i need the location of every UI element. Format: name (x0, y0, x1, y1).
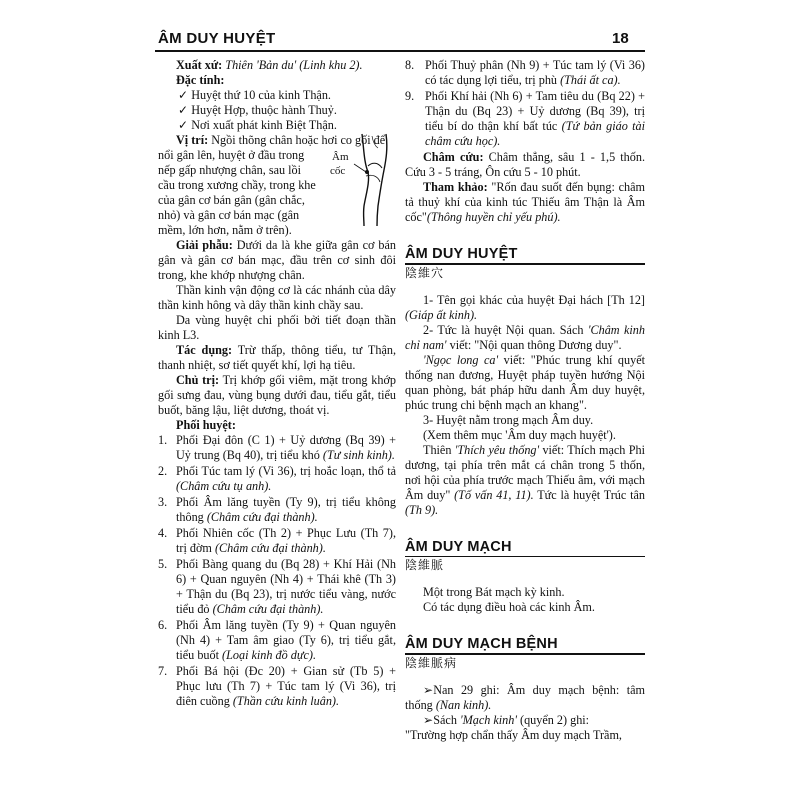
section-rule (405, 556, 645, 558)
list-item: 3. Phối Âm lăng tuyền (Ty 9), trị tiểu không thông (Châm cứu đại thành). (158, 495, 396, 524)
cham-cuu: Châm cứu: Châm thẳng, sâu 1 - 1,5 thốn. Cứu 3 - 5 tráng, Ôn cứu 5 - 10 phút. (405, 150, 646, 179)
list-item: 5. Phối Bàng quang du (Bq 28) + Khí Hải (Nh 6) + Quan nguyên (Nh 4) + Thái khê (Th 3) + Thận du (Bq 23), trị nước tiểu vàng, nước tiểu đỏ (Châm cứu đại thành). (158, 557, 396, 616)
list-item: 4. Phối Nhiên cốc (Th 2) + Phục Lưu (Th 7), trị đờm (Châm cứu đại thành). (158, 526, 396, 555)
paragraph: (Xem thêm mục 'Âm duy mạch huyệt'). (423, 427, 616, 442)
section-rule (405, 653, 645, 655)
chu-tri: Chủ trị: Trị khớp gối viêm, mặt trong khớp gối sưng đau, vùng bụng dưới đau, tiểu gắt, tiểu buốt, băng lậu, liệt dương, thoát vị. (158, 373, 397, 417)
left-column (158, 50, 396, 710)
check-icon: ✓ (178, 118, 189, 132)
check-icon: ✓ (178, 103, 189, 117)
section-title: ÂM DUY HUYỆT (405, 246, 518, 262)
dac-tinh-label: Đặc tính: (176, 73, 225, 87)
paragraph: "Trường hợp chẩn thấy Âm duy mạch Trầm, (405, 727, 622, 742)
paragraph: 2- Tức là huyệt Nội quan. Sách 'Châm kinh chỉ nam' viết: "Nội quan thông Dương duy". (405, 322, 645, 352)
han-characters: 陰維穴 (405, 265, 445, 280)
running-header-title: ÂM DUY HUYỆT (158, 30, 276, 47)
dac-tinh-item: ✓ Huyệt thứ 10 của kinh Thận. (178, 88, 331, 102)
vi-tri: Vị trí: Ngồi thõng chân hoặc hơi co gối để (176, 133, 386, 147)
list-item: 2. Phối Túc tam lý (Vi 36), trị hoắc loạn, thổ tả (Châm cứu tụ anh). (158, 464, 396, 493)
tham-khao: Tham khảo: "Rốn đau suốt đến bụng: châm tả thuỷ khí của kinh túc Thiếu âm Thận là Âm cốc"(Thông huyền chỉ yếu phú). (405, 180, 645, 224)
check-icon: ✓ (178, 88, 189, 102)
phoi-huyet-label: Phối huyệt: (176, 418, 236, 432)
giai-phau-p2: Thần kinh vận động cơ là các nhánh của dây thần kinh hông và dây thần kinh chầy sau. (158, 283, 396, 312)
paragraph: 3- Huyệt nằm trong mạch Âm duy. (423, 412, 594, 427)
paragraph: 'Ngọc long ca' viết: "Phúc trung khí quyết thống nan đương, Huyệt pháp tuyền hướng Nội quan phòng, bát pháp hữu danh Âm duy huyệt, phúc trung chi bệnh mạch an khang". (405, 352, 645, 412)
tac-dung: Tác dụng: Trừ thấp, thông tiểu, tư Thận, thanh nhiệt, sơ tiết quyết khí, lợi hạ tiêu. (158, 343, 397, 372)
han-characters: 陰維脈病 (405, 655, 458, 670)
han-characters: 陰維脈 (405, 558, 445, 572)
figure-label: Âm (332, 151, 349, 163)
paragraph: ➢Sách 'Mạch kinh' (quyển 2) ghi: (423, 712, 590, 727)
paragraph: ➢Nan 29 ghi: Âm duy mạch bệnh: tâm thống (Nan kinh). (405, 682, 645, 712)
xuat-xu: Xuất xứ: Thiên 'Bản du' (Linh khu 2). (176, 58, 363, 72)
leg-drawing-icon (320, 132, 396, 228)
section-rule (405, 263, 645, 265)
right-column (405, 50, 645, 743)
list-item: 6. Phối Âm lăng tuyền (Ty 9) + Quan nguyên (Nh 4) + Tam âm giao (Ty 6), trị tiểu gắt, tiểu buốt (Loại kinh đồ dực). (158, 618, 396, 662)
arrow-bullet-icon: ➢ (423, 682, 434, 697)
list-item: 8. Phối Thuỷ phân (Nh 9) + Túc tam lý (Vi 36) có tác dụng lợi tiểu, trị phù (Thái ất ca). (405, 58, 645, 87)
dac-tinh-item: ✓ Huyệt Hợp, thuộc hành Thuỷ. (178, 103, 337, 117)
giai-phau-p3: Da vùng huyệt chi phối bởi tiết đoạn thần kinh L3. (158, 313, 396, 342)
paragraph: 1- Tên gọi khác của huyệt Đại hách [Th 12] (Giáp ất kinh). (405, 292, 645, 322)
section-title: ÂM DUY MẠCH (405, 538, 512, 555)
dac-tinh-item: ✓ Nơi xuất phát kinh Biệt Thận. (178, 118, 337, 132)
paragraph: Có tác dụng điều hoà các kinh Âm. (423, 600, 595, 614)
list-item: 7. Phối Bá hội (Đc 20) + Gian sử (Tb 5) + Phục lưu (Th 7) + Túc tam lý (Vi 36), trị điên cuồng (Thần cứu kinh luân). (158, 664, 396, 708)
section-title: ÂM DUY MẠCH BỆNH (405, 636, 558, 652)
leg-illustration (320, 132, 396, 228)
figure-label: cốc (330, 165, 346, 177)
list-item: 9. Phối Khí hải (Nh 6) + Tam tiêu du (Bq 22) + Thận du (Bq 23) + Uỷ dương (Bq 39), trị tiểu bí do thận khí bất túc (Tứ bản giáo tài châm cứu học). (405, 89, 645, 148)
paragraph: Một trong Bát mạch kỳ kinh. (423, 585, 565, 599)
page-number: 18 (612, 30, 629, 47)
arrow-bullet-icon: ➢ (423, 712, 434, 727)
giai-phau: Giải phẫu: Dưới da là khe giữa gân cơ bán gân và gân cơ bán mạc, đầu trên cơ sinh đôi trong, khe khớp nhượng chân. (158, 238, 396, 282)
list-item: 1. Phối Đại đôn (C 1) + Uỷ dương (Bq 39) + Uỷ trung (Bq 40), trị tiểu khó (Tư sinh kinh). (158, 433, 396, 462)
vi-tri-figure-row: nổi gân lên, huyệt ở đầu trong nếp gấp nhượng chân, sau lồi cầu trong xương chầy, trong khe của gân cơ bán gân (gân chắc, nhỏ) và gân cơ bán mạc (gân mềm, lớn hơn, nằm ở trên). Âm cốc (158, 148, 396, 238)
paragraph: Thiên 'Thích yêu thống' viết: Thích mạch Phi dương, tại phía trên mắt cá chân trong 5 thốn, nơi hội của phía trước mạch Thiếu âm, với mạch Âm duy" (Tố vấn 41, 11). Tức là huyệt Trúc tân (Th 9). (405, 442, 645, 517)
